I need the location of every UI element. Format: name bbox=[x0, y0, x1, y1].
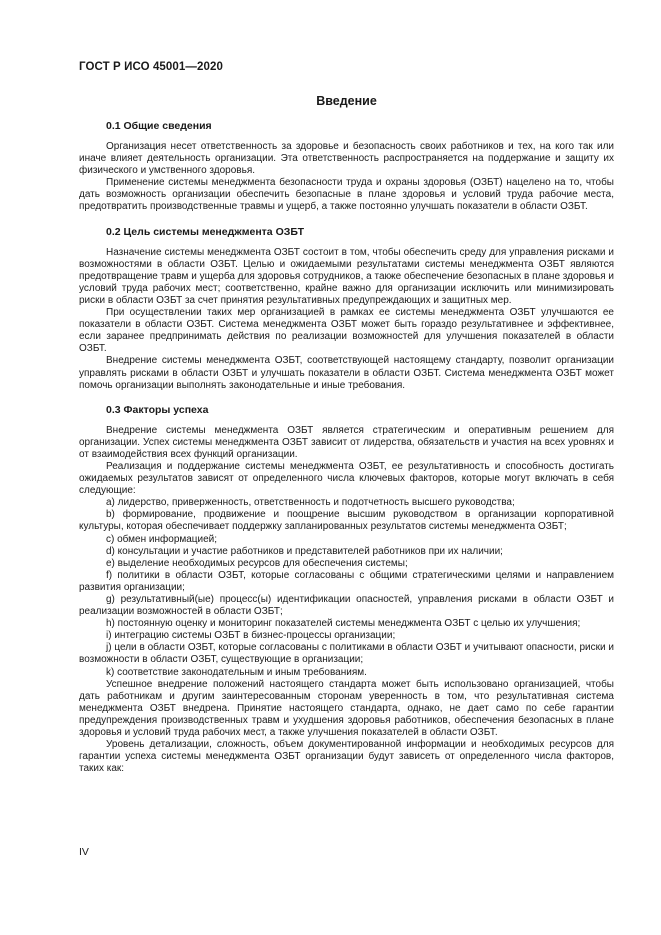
paragraph: Реализация и поддержание системы менеджмента ОЗБТ, ее результативность и способность достигать ожидаемых результатов зависят от определенного числа ключевых факторов, которые могут включать в себя следующие: bbox=[79, 460, 614, 497]
section-heading-0-2: 0.2 Цель системы менеджмента ОЗБТ bbox=[106, 225, 305, 238]
paragraph: Уровень детализации, сложность, объем документированной информации и необходимых ресурсов для гарантии успеха системы менеджмента ОЗБТ организации будут зависеть от определенного числа факторов, таких как: bbox=[79, 739, 614, 775]
list-item: d) консультации и участие работников и представителей работников при их наличии; bbox=[106, 545, 503, 557]
paragraph: Успешное внедрение положений настоящего стандарта может быть использовано организацией, чтобы дать работникам и другим заинтересованным сторонам уверенность в том, что результативная система менеджмента ОЗБТ внедрена. Принятие настоящего стандарта, однако, не дает само по себе гарантии предупреждения производственных травм и ухудшения здоровья работников, обеспечения безопасных в плане здоровья и условий труда рабочих мест, а также улучшения показателей в области ОЗБТ. bbox=[79, 678, 614, 739]
section-heading-0-1: 0.1 Общие сведения bbox=[106, 120, 212, 132]
paragraph: Внедрение системы менеджмента ОЗБТ является стратегическим и оперативным решением для организации. Успех системы менеджмента ОЗБТ зависит от лидерства, обязательств и участия на всех уровнях и от взаимодействия всех функций организации. bbox=[79, 424, 614, 460]
paragraph: Организация несет ответственность за здоровье и безопасность своих работников и тех, на кого так или иначе влияет деятельность организации. Эта ответственность распространяется на поддержание и защиту их физического и умственного здоровья. bbox=[79, 141, 614, 177]
page-number: IV bbox=[79, 846, 89, 858]
list-item: g) результативный(ые) процесс(ы) идентификации опасностей, управления рисками в области ОЗБТ и реализации возможностей в области ОЗБТ; bbox=[79, 594, 614, 618]
standard-header: ГОСТ Р ИСО 45001—2020 bbox=[79, 61, 224, 73]
list-item: b) формирование, продвижение и поощрение высшим руководством в организации корпоративной культуры, которая обеспечивает поддержку запланированных результатов системы менеджмента ОЗБТ; bbox=[79, 509, 614, 533]
list-item: f) политики в области ОЗБТ, которые согласованы с общими стратегическими целями и направлением развития организации; bbox=[79, 569, 614, 593]
list-item: i) интеграцию системы ОЗБТ в бизнес-процессы организации; bbox=[106, 630, 396, 642]
list-item: e) выделение необходимых ресурсов для обеспечения системы; bbox=[106, 557, 408, 569]
page-content bbox=[79, 94, 614, 775]
list-item: a) лидерство, приверженность, ответственность и подотчетность высшего руководства; bbox=[106, 497, 515, 509]
paragraph: Применение системы менеджмента безопасности труда и охраны здоровья (ОЗБТ) нацелено на то, чтобы дать возможность организации обеспечить безопасные в плане здоровья и условий труда рабочие места, предотвратить производственные травмы и ущерб, а также постоянно улучшать показатели в области ОЗБТ. bbox=[79, 177, 614, 213]
list-item: k) соответствие законодательным и иным требованиям. bbox=[106, 666, 367, 678]
list-item: c) обмен информацией; bbox=[106, 533, 218, 545]
section-heading-0-3: 0.3 Факторы успеха bbox=[106, 403, 209, 416]
list-item: h) постоянную оценку и мониторинг показателей системы менеджмента ОЗБТ с целью их улучшения; bbox=[106, 618, 581, 630]
paragraph: Внедрение системы менеджмента ОЗБТ, соответствующей настоящему стандарту, позволит организации управлять рисками в области ОЗБТ и улучшать показатели в области ОЗБТ. Система менеджмента ОЗБТ может помочь организации выполнять законодательные и иные требования. bbox=[79, 355, 614, 391]
paragraph: При осуществлении таких мер организацией в рамках ее системы менеджмента ОЗБТ улучшаются ее показатели в области ОЗБТ. Система менеджмента ОЗБТ может быть гораздо результативнее и эффективнее, если заранее предпринимать действия по реализации возможностей для улучшения показателей в области ОЗБТ. bbox=[79, 307, 614, 355]
paragraph: Назначение системы менеджмента ОЗБТ состоит в том, чтобы обеспечить среду для управления рисками и возможностями в области ОЗБТ. Целью и ожидаемыми результатами системы менеджмента ОЗБТ являются предотвращение травм и ущерба для здоровья сотрудников, а также обеспечение безопасных в плане здоровья и условий труда рабочих мест; соответственно, крайне важно для организации исключить или минимизировать риски в области ОЗБТ за счет принятия результативных предупреждающих и защитных мер. bbox=[79, 246, 614, 306]
page-title: Введение bbox=[316, 94, 377, 108]
list-item: j) цели в области ОЗБТ, которые согласованы с политиками в области ОЗБТ и учитывают опасности, риски и возможности в области ОЗБТ, существующие в организации; bbox=[79, 642, 614, 666]
